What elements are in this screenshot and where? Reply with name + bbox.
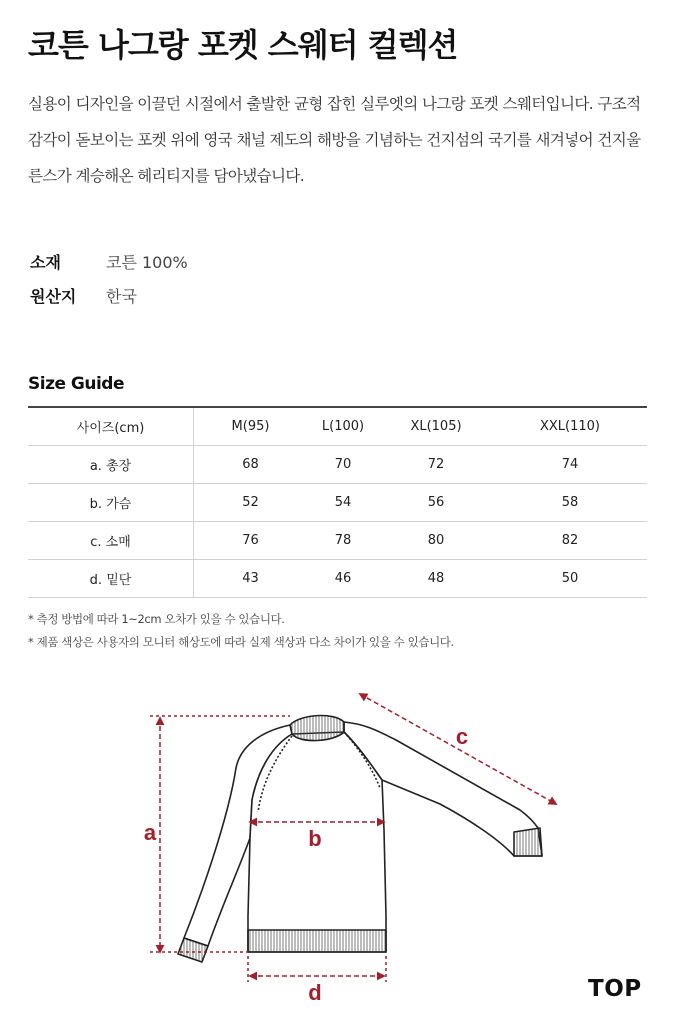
column-header: XXL(110) [493,407,647,446]
spec-value: 한국 [106,286,137,306]
table-cell: 52 [194,484,308,522]
spec-value: 코튼 100% [106,252,188,272]
column-header: XL(105) [379,407,493,446]
row-label: d. 밑단 [28,560,194,598]
table-cell: 70 [307,446,379,484]
collar [290,716,344,741]
note-color: * 제품 색상은 사용자의 모니터 해상도에 따라 실제 색상과 다소 차이가 있을 수 있습니다. [28,635,454,649]
spec-label: 소재 [30,252,61,272]
row-label: b. 가슴 [28,484,194,522]
label-d: d [308,980,322,1005]
hem-rib [248,930,386,952]
measurement-diagram [0,670,674,1024]
table-cell: 43 [194,560,308,598]
table-row [28,446,647,484]
table-cell: 54 [307,484,379,522]
column-header: 사이즈(cm) [28,407,194,446]
table-row [28,484,647,522]
size-table [28,406,647,598]
size-guide-title: Size Guide [28,374,124,394]
table-cell: 78 [307,522,379,560]
table-row [28,560,647,598]
size-notes [28,608,454,654]
spec-label: 원산지 [30,286,77,306]
right-cuff [514,828,542,856]
product-title: 코튼 나그랑 포켓 스웨터 컬렉션 [28,26,458,64]
table-row [28,522,647,560]
note-measurement: * 측정 방법에 따라 1~2cm 오차가 있을 수 있습니다. [28,612,285,626]
scroll-top-button[interactable]: TOP [588,976,642,1002]
table-cell: 50 [493,560,647,598]
spec-row-origin [30,278,188,312]
table-cell: 80 [379,522,493,560]
spec-row-material [30,244,188,278]
table-cell: 82 [493,522,647,560]
label-b: b [308,826,322,851]
row-label: c. 소매 [28,522,194,560]
product-description: 실용이 디자인을 이끌던 시절에서 출발한 균형 잡힌 실루엣의 나그랑 포켓 스웨터입니다. 구조적 감각이 돋보이는 포켓 위에 영국 채널 제도의 해방을 기념하는 건지섬의 국기를 새겨넣어 건지울른스가 계승해온 헤리티지를 담아냈습니다. [28,95,641,185]
column-header: M(95) [194,407,308,446]
column-header: L(100) [307,407,379,446]
sweater-drawing [178,716,542,962]
label-a: a [143,820,157,845]
table-cell: 68 [194,446,308,484]
table-cell: 72 [379,446,493,484]
table-cell: 56 [379,484,493,522]
table-cell: 58 [493,484,647,522]
label-c: c [455,724,469,749]
row-label: a. 총장 [28,446,194,484]
table-cell: 74 [493,446,647,484]
table-cell: 76 [194,522,308,560]
table-cell: 46 [307,560,379,598]
table-header-row [28,407,647,446]
table-cell: 48 [379,560,493,598]
product-specs [30,244,188,312]
